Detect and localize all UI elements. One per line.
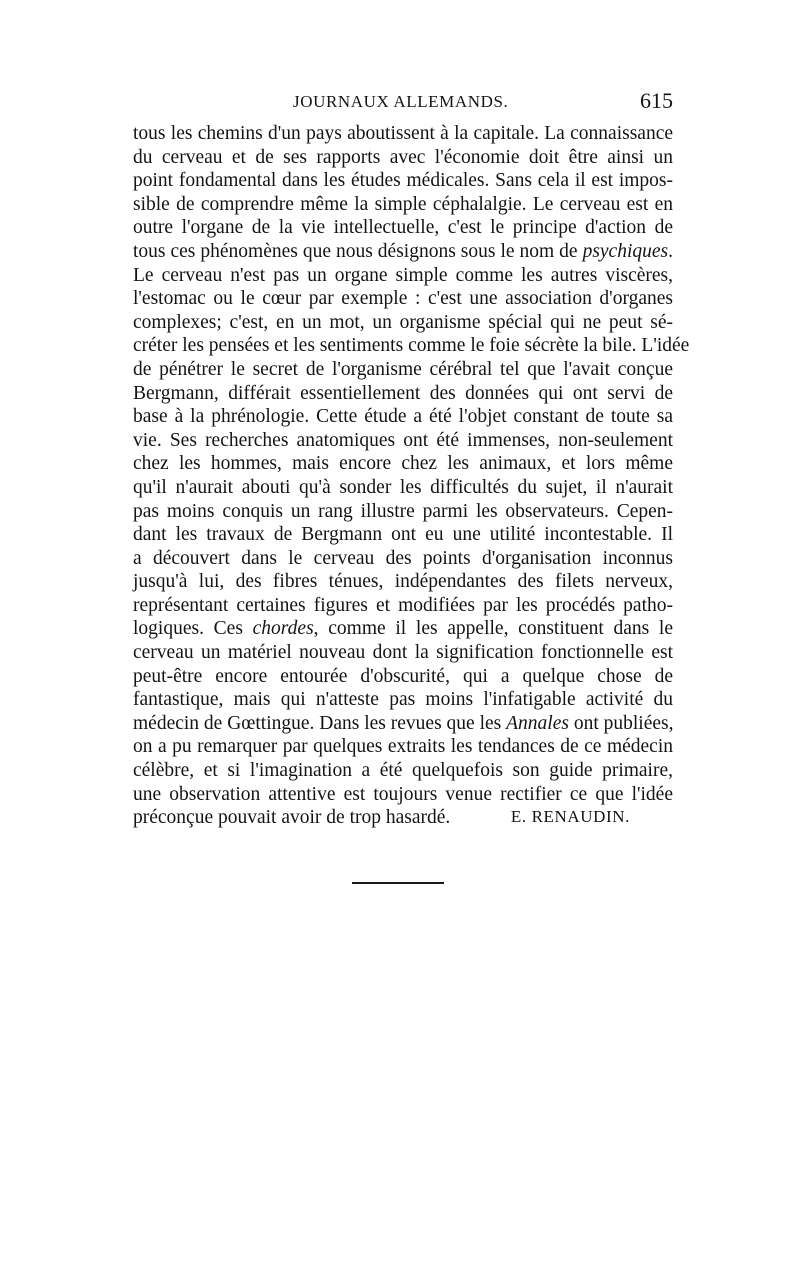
- italic-term: chordes: [252, 618, 314, 640]
- text-segment: qu'il n'aurait abouti qu'à sonder les difficultés du sujet, il n'aurait: [133, 476, 673, 498]
- text-segment: représentant certaines figures et modifiées par les procédés patho-: [133, 594, 673, 616]
- text-segment: médecin de Gœttingue. Dans les revues que les: [133, 712, 507, 734]
- text-segment: de pénétrer le secret de l'organisme cérébral tel que l'avait conçue: [133, 358, 673, 380]
- text-line: [133, 216, 673, 240]
- text-segment: une observation attentive est toujours venue rectifier ce que l'idée: [133, 783, 673, 805]
- text-line: [133, 311, 673, 335]
- text-segment: cerveau un matériel nouveau dont la signification fonctionnelle est: [133, 642, 673, 664]
- text-segment: Le cerveau n'est pas un organe simple comme les autres viscères,: [133, 264, 673, 286]
- text-segment: préconçue pouvait avoir de trop hasardé.: [133, 807, 451, 829]
- text-line: [133, 617, 673, 641]
- running-title: JOURNAUX ALLEMANDS.: [293, 92, 509, 111]
- text-line: [133, 169, 673, 193]
- text-segment: logiques. Ces: [133, 618, 253, 640]
- text-segment: créter les pensées et les sentiments comme le foie sécrète la bile. L'idée: [133, 335, 690, 357]
- text-line: [133, 382, 673, 406]
- text-segment: , comme il les appelle, constituent dans le: [313, 618, 673, 640]
- text-line: [133, 523, 673, 547]
- italic-term: Annales: [506, 712, 569, 734]
- text-line: [133, 405, 673, 429]
- text-line: [133, 712, 673, 736]
- text-segment: dant les travaux de Bergmann ont eu une utilité incontestable. Il: [133, 524, 673, 546]
- text-segment: .: [668, 240, 673, 262]
- text-line: [133, 641, 673, 665]
- text-line: [133, 570, 673, 594]
- text-line: [133, 287, 673, 311]
- text-segment: du cerveau et de ses rapports avec l'économie doit être ainsi un: [133, 146, 673, 168]
- text-line: [133, 500, 673, 524]
- running-header: [133, 88, 673, 118]
- text-segment: a découvert dans le cerveau des points d'organisation inconnus: [133, 547, 673, 569]
- text-line: [133, 476, 673, 500]
- text-segment: point fondamental dans les études médicales. Sans cela il est impos-: [133, 170, 673, 192]
- author-signature: E. RENAUDIN.: [510, 807, 630, 826]
- text-segment: peut-être encore entourée d'obscurité, qui a quelque chose de: [133, 665, 673, 687]
- text-segment: complexes; c'est, en un mot, un organisme spécial qui ne peut sé-: [133, 311, 673, 333]
- text-segment: sible de comprendre même la simple céphalalgie. Le cerveau est en: [133, 193, 673, 215]
- text-segment: on a pu remarquer par quelques extraits les tendances de ce médecin: [133, 736, 673, 758]
- text-line: [133, 759, 673, 783]
- text-line: [133, 264, 673, 288]
- text-segment: Bergmann, différait essentiellement des données qui ont servi de: [133, 382, 673, 404]
- text-line: [133, 735, 673, 759]
- text-segment: l'estomac ou le cœur par exemple : c'est une association d'organes: [133, 288, 673, 310]
- page-number: 615: [640, 88, 673, 113]
- text-line: [133, 783, 673, 807]
- text-line: [133, 547, 673, 571]
- text-segment: fantastique, mais qui n'atteste pas moins l'infatigable activité du: [133, 689, 673, 711]
- text-segment: outre l'organe de la vie intellectuelle, c'est le principe d'action de: [133, 217, 673, 239]
- text-segment: base à la phrénologie. Cette étude a été l'objet constant de toute sa: [133, 406, 673, 428]
- text-line: [133, 452, 673, 476]
- text-line: [133, 193, 673, 217]
- text-line: [133, 358, 673, 382]
- body-paragraph: [133, 122, 690, 830]
- text-segment: célèbre, et si l'imagination a été quelquefois son guide primaire,: [133, 760, 673, 782]
- text-line: [133, 688, 673, 712]
- italic-term: psychiques: [582, 240, 669, 262]
- text-line: [133, 240, 673, 264]
- text-segment: ont publiées,: [568, 712, 674, 734]
- text-segment: vie. Ses recherches anatomiques ont été immenses, non-seulement: [133, 429, 673, 451]
- text-segment: jusqu'à lui, des fibres ténues, indépendantes des filets nerveux,: [133, 571, 673, 593]
- text-segment: tous ces phénomènes que nous désignons sous le nom de: [133, 240, 583, 262]
- text-line: [133, 594, 673, 618]
- text-line: [133, 429, 673, 453]
- end-rule: [352, 882, 444, 884]
- text-segment: tous les chemins d'un pays aboutissent à la capitale. La connaissance: [133, 123, 673, 144]
- text-segment: chez les hommes, mais encore chez les animaux, et lors même: [133, 453, 673, 475]
- text-segment: pas moins conquis un rang illustre parmi les observateurs. Cepen-: [133, 500, 673, 522]
- text-line: [133, 122, 673, 146]
- text-line: [133, 334, 690, 358]
- text-line: [133, 665, 673, 689]
- text-line: [133, 146, 673, 170]
